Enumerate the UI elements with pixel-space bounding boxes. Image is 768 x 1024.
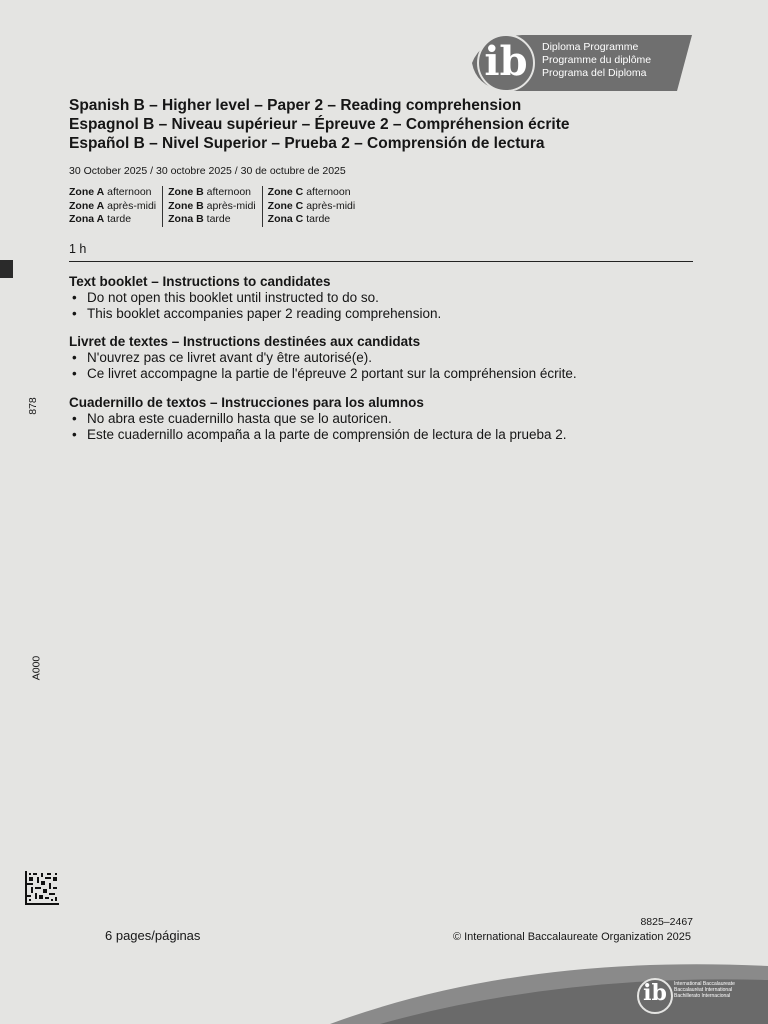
programme-name-fr: Programme du diplôme bbox=[542, 54, 652, 66]
section-heading: Livret de textes – Instructions destinées aux candidats bbox=[69, 334, 421, 349]
zone-label: Zone B bbox=[168, 186, 204, 198]
side-code-bottom: A000 bbox=[30, 655, 43, 681]
footer-org-names bbox=[674, 981, 735, 999]
zone-time: afternoon bbox=[306, 186, 351, 198]
page-count: 6 pages/páginas bbox=[105, 928, 201, 943]
instruction-item: • Do not open this booklet until instructed to do so. bbox=[69, 290, 441, 306]
side-code-top: 878 bbox=[26, 397, 39, 415]
instruction-item: • N'ouvrez pas ce livret avant d'y être autorisé(e). bbox=[69, 350, 577, 366]
zone-label: Zone A bbox=[69, 199, 105, 212]
section-heading: Cuadernillo de textos – Instrucciones para los alumnos bbox=[69, 395, 424, 410]
zone-label: Zona B bbox=[168, 213, 204, 225]
ib-footer-logo-icon: ib bbox=[643, 980, 667, 1006]
instruction-item: • No abra este cuadernillo hasta que se lo autoricen. bbox=[69, 411, 567, 427]
zone-label: Zone B bbox=[168, 199, 204, 212]
title-en: Spanish B – Higher level – Paper 2 – Reading comprehension bbox=[69, 97, 522, 114]
datamatrix-barcode-icon bbox=[25, 871, 59, 905]
org-name-es: Bachillerato Internacional bbox=[674, 993, 731, 999]
margin-mark bbox=[0, 260, 13, 278]
zone-label: Zone C bbox=[267, 186, 304, 198]
exam-date: 30 October 2025 / 30 octobre 2025 / 30 de octubre de 2025 bbox=[69, 165, 346, 177]
zone-time: tarde bbox=[206, 213, 231, 225]
zone-time: afternoon bbox=[206, 186, 252, 198]
time-zones-table bbox=[69, 186, 361, 227]
zone-label: Zone C bbox=[267, 199, 304, 212]
org-name-fr: Baccalauréat International bbox=[674, 987, 733, 993]
zone-time: après-midi bbox=[306, 199, 356, 212]
zone-label: Zona C bbox=[267, 213, 304, 225]
instruction-item: • This booklet accompanies paper 2 reading comprehension. bbox=[69, 306, 441, 322]
zone-time: après-midi bbox=[206, 199, 256, 212]
zone-label: Zone A bbox=[69, 186, 105, 198]
title-es: Español B – Nivel Superior – Prueba 2 – Comprensión de lectura bbox=[69, 135, 545, 152]
zone-time: tarde bbox=[306, 213, 331, 225]
programme-names bbox=[542, 41, 651, 80]
org-name-en: International Baccalaureate bbox=[674, 981, 735, 987]
instructions-es bbox=[69, 395, 567, 443]
zone-a-column bbox=[69, 186, 162, 227]
zone-time: tarde bbox=[107, 213, 132, 225]
paper-code: 8825–2467 bbox=[640, 916, 693, 928]
programme-name-es: Programa del Diploma bbox=[542, 67, 647, 79]
instructions-fr bbox=[69, 334, 577, 382]
zone-time: après-midi bbox=[107, 199, 157, 212]
zone-time: afternoon bbox=[107, 186, 152, 198]
divider-rule bbox=[69, 261, 693, 262]
zone-label: Zona A bbox=[69, 213, 105, 225]
zone-b-column bbox=[162, 186, 262, 227]
ib-header-banner bbox=[462, 33, 694, 93]
exam-duration: 1 h bbox=[69, 242, 87, 256]
zone-c-column bbox=[262, 186, 362, 227]
instruction-item: • Este cuadernillo acompaña a la parte de comprensión de lectura de la prueba 2. bbox=[69, 427, 567, 443]
instruction-item: • Ce livret accompagne la partie de l'épreuve 2 portant sur la compréhension écrite. bbox=[69, 366, 577, 382]
instructions-en bbox=[69, 274, 441, 322]
copyright: © International Baccalaureate Organization 2025 bbox=[452, 931, 691, 943]
section-heading: Text booklet – Instructions to candidates bbox=[69, 274, 331, 289]
exam-titles bbox=[69, 96, 569, 153]
title-fr: Espagnol B – Niveau supérieur – Épreuve 2 – Compréhension écrite bbox=[69, 116, 570, 133]
ib-logo-icon: ib bbox=[484, 38, 528, 85]
programme-name-en: Diploma Programme bbox=[542, 41, 639, 53]
